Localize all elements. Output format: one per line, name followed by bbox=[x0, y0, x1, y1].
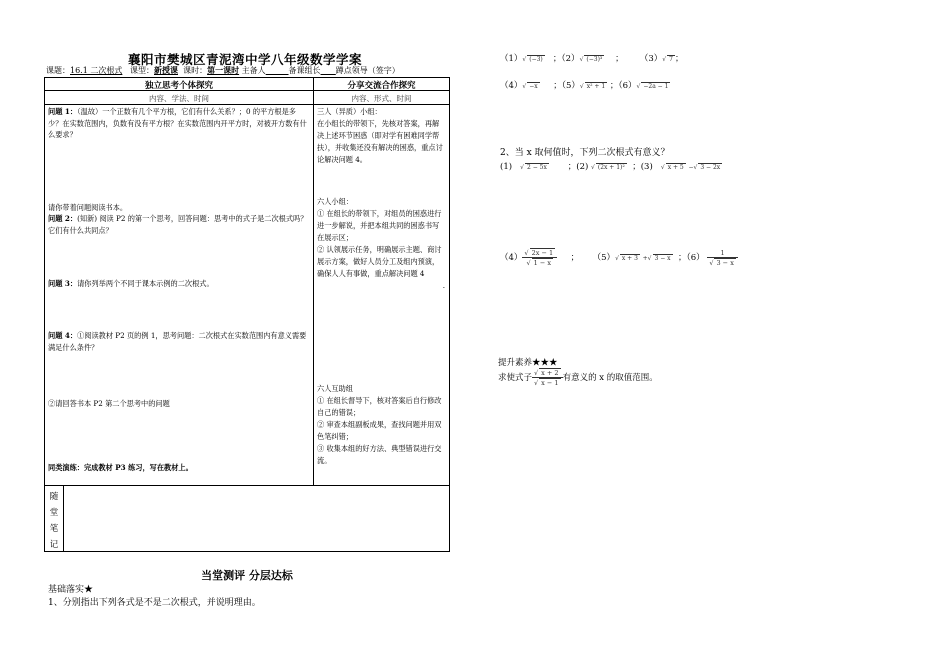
left-column-subheader: 内容、学法、时间 bbox=[149, 94, 209, 103]
exercise-1-row-1 bbox=[500, 52, 683, 64]
sqrt-expression: √ x + 5 bbox=[660, 164, 684, 171]
period-label: 课时： bbox=[183, 66, 208, 75]
help-group-item-2: ② 审查本组副板成果，查找问题并用双色笔纠错； bbox=[317, 420, 442, 441]
item-number: （1） bbox=[500, 54, 523, 64]
sqrt-expression: √ (−3) bbox=[522, 56, 543, 63]
item-number: （4） bbox=[500, 253, 523, 263]
separator: ； bbox=[674, 54, 684, 64]
group-6-title: 六人小组： bbox=[317, 197, 353, 206]
sqrt-expression: √ (−3)³ bbox=[579, 56, 603, 63]
sqrt-expression: +√ 3 − x bbox=[642, 255, 671, 262]
group-6-section bbox=[317, 196, 445, 292]
question-1-text: （温故）一个正数有几个平方根，它们有什么关系？；0 的平方根是多少？在实数范围内，负数有没有平方根？在实数范围内开平方时，对被开方数有什么要求？ bbox=[48, 107, 307, 139]
item-number: （4） bbox=[500, 81, 523, 91]
item-number: （5） bbox=[592, 253, 616, 263]
improve-question-suffix: 有意义的 x 的取值范围。 bbox=[562, 373, 658, 383]
item-number: ；（6） bbox=[677, 253, 705, 263]
left-column-header: 独立思考个体探究 bbox=[144, 81, 213, 91]
help-group-section bbox=[317, 383, 445, 467]
item-number: (1) bbox=[500, 162, 513, 172]
notes-char: 堂 bbox=[49, 508, 59, 518]
sqrt-expression: √ −x bbox=[522, 83, 538, 90]
exercise-2-row-1 bbox=[500, 160, 722, 172]
assessment-section-title: 当堂测评 分层达标 bbox=[201, 569, 293, 582]
sqrt-expression: √ x² + 1 bbox=[579, 83, 606, 90]
question-4-part-2: ②请回答书本 P2 第二个思考中的问题 bbox=[48, 399, 170, 408]
fraction-expression: $\frac{1}{√ 3 - x}$ bbox=[707, 249, 738, 267]
notes-char: 随 bbox=[49, 492, 59, 502]
item-number: （3） bbox=[639, 54, 663, 64]
study-table bbox=[44, 77, 450, 552]
exercise-1-row-2 bbox=[500, 79, 670, 91]
right-column-subheader: 内容、形式、时间 bbox=[351, 94, 412, 103]
item-number: ；(2) bbox=[567, 162, 589, 172]
topic-label: 课题： bbox=[46, 66, 70, 75]
exercise-2-row-2 bbox=[500, 248, 738, 267]
lesson-info-line bbox=[46, 65, 456, 76]
fraction-expression: $\frac{√ x + 2}{√ x - 1}$ bbox=[532, 368, 563, 387]
group-6-item-1: ① 在组长的带领下，对组员的困惑进行进一步解说，并把本组共同的困惑书写在展示区； bbox=[317, 209, 442, 242]
exercise-2-prompt: 2、当 x 取何值时，下列二次根式有意义？ bbox=[500, 148, 670, 158]
read-instruction: 请你带着问题阅读书本。 bbox=[48, 203, 128, 212]
group-6-dot: . bbox=[442, 281, 445, 290]
table-divider bbox=[45, 104, 449, 105]
topic-value: 16.1 二次根式 bbox=[70, 66, 123, 75]
help-group-item-1: ① 在组长督导下，核对答案后自行修改自己的错误； bbox=[317, 396, 442, 417]
group-6-item-2: ② 认领展示任务，明确展示主题、商讨展示方案，做好人员分工及组内预演，确保人人有事做，重点解决问题 4 bbox=[317, 245, 442, 278]
fraction-expression: $\frac{√ 2x - 1}{√ 1 - x}$ bbox=[522, 248, 557, 267]
supervisor-label: 蹲点领导（签字） bbox=[335, 66, 400, 75]
group-leader-label: 备课组长 bbox=[288, 66, 321, 75]
item-number: ；（6） bbox=[609, 81, 637, 91]
question-1-label: 问题 1： bbox=[48, 107, 78, 116]
question-4 bbox=[48, 330, 310, 353]
preparer-label: 主备人 bbox=[241, 66, 266, 75]
separator: ； bbox=[570, 253, 580, 263]
improve-question-prefix: 求使式子 bbox=[498, 373, 533, 383]
question-4-text: ①阅读教材 P2 页的例 1，思考问题：二次根式在实数范围内有意义需要满足什么条件？ bbox=[48, 331, 307, 352]
table-divider bbox=[45, 485, 449, 486]
question-3-text: 请你列举两个不同于课本示例的二次根式。 bbox=[77, 279, 214, 288]
separator: ； bbox=[615, 54, 624, 64]
question-1 bbox=[48, 106, 310, 141]
sqrt-expression: √ 7 bbox=[662, 56, 673, 63]
item-number: ；（2） bbox=[552, 54, 580, 64]
table-column-divider bbox=[313, 78, 314, 485]
right-column-header: 分享交流合作探究 bbox=[347, 81, 416, 91]
sqrt-expression: √ x + 3 bbox=[615, 255, 638, 262]
table-column-divider bbox=[63, 485, 64, 552]
type-label: 课型： bbox=[130, 66, 154, 75]
notes-label bbox=[48, 489, 60, 553]
help-group-item-3: ③ 收集本组的好方法、典型错误进行交流。 bbox=[317, 444, 442, 465]
exercise-1-prompt: 1、分别指出下列各式是不是二次根式，并说明理由。 bbox=[48, 598, 261, 608]
help-group-title: 六人互助组 bbox=[317, 384, 353, 393]
notes-char: 笔 bbox=[49, 524, 59, 534]
group-3-text: 在小组长的带领下，先核对答案，再解决上述环节困惑（即对学有困难同学帮扶），并收集还没有解决的困惑，重点讨论解决问题 4。 bbox=[317, 119, 443, 164]
question-3 bbox=[48, 278, 310, 290]
sqrt-expression: −√ 3 − 2x bbox=[688, 164, 721, 171]
page-title: 襄阳市樊城区青泥湾中学八年级数学学案 bbox=[127, 52, 362, 67]
group-3-title: 三人（异质）小组： bbox=[317, 107, 382, 116]
period-value: 第一课时 bbox=[207, 65, 240, 75]
question-3-label: 问题 3： bbox=[48, 279, 78, 288]
practice-instruction: 同类演练：完成教材 P3 练习，写在教材上。 bbox=[48, 463, 193, 472]
sqrt-expression: √ −2a − 1 bbox=[636, 83, 669, 90]
item-number: ；(3) bbox=[632, 162, 653, 172]
basic-level-label: 基础落实★ bbox=[48, 585, 94, 595]
question-4-label: 问题 4： bbox=[48, 331, 78, 340]
sqrt-expression: √ (2x + 1)² bbox=[591, 164, 625, 171]
question-2 bbox=[48, 213, 310, 236]
notes-char: 记 bbox=[49, 540, 59, 550]
improve-level-label: 提升素养★★★ bbox=[498, 358, 558, 368]
question-2-text: (知新) 阅读 P2 的第一个思考，回答问题：思考中的式子是二次根式吗？它们有什么共同点？ bbox=[48, 214, 308, 235]
type-value: 新授课 bbox=[154, 65, 178, 75]
group-3-section bbox=[317, 106, 445, 166]
item-number: ；（5） bbox=[553, 81, 580, 91]
question-2-label: 问题 2： bbox=[48, 214, 78, 223]
sqrt-expression: √ 2 − 5x bbox=[520, 164, 547, 171]
improve-question bbox=[498, 368, 658, 387]
